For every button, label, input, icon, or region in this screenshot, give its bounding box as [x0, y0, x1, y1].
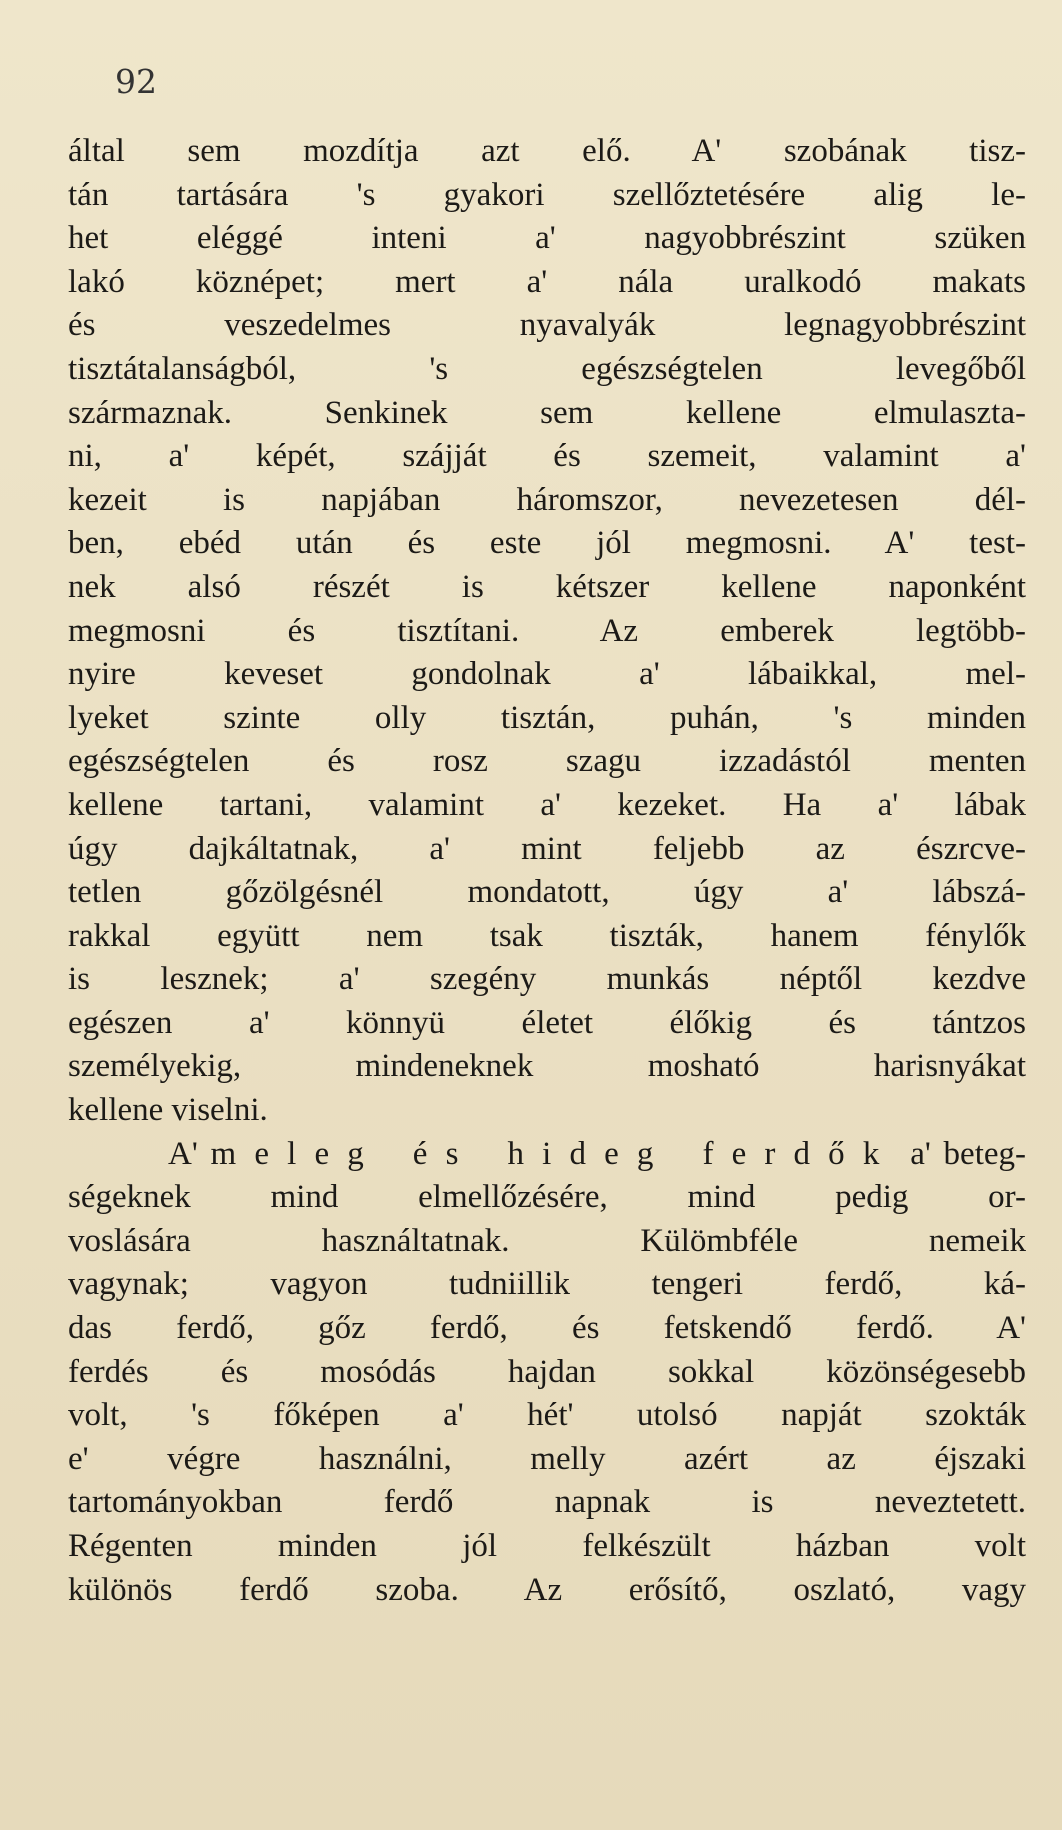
text-line: tisztátalanságból, 's egészségtelen levegőből: [68, 350, 1026, 387]
text-line: ni, a' képét, szájját és szemeit, valamint a': [68, 438, 1026, 475]
paragraph-2-first-line: [68, 1133, 1026, 1177]
text-line: tán tartására 's gyakori szellőztetésére alig le-: [68, 176, 1026, 213]
text-line: és veszedelmes nyavalyák legnagyobbrészint: [68, 307, 1026, 344]
text-line: vagynak; vagyon tudniillik tengeri ferdő, ká-: [68, 1266, 1026, 1303]
text-line: tetlen gőzölgésnél mondatott, úgy a' lábszá-: [68, 874, 1026, 911]
text-line: úgy dajkáltatnak, a' mint feljebb az észrcve-: [68, 830, 1026, 867]
text-line: tartományokban ferdő napnak is neveztetett.: [68, 1484, 1026, 1521]
paragraph-1: [68, 130, 1026, 1133]
text-line: het eléggé inteni a' nagyobbrészint szüken: [68, 220, 1026, 257]
body-text: [68, 130, 1026, 1612]
text-line: ségeknek mind elmellőzésére, mind pedig or-: [68, 1179, 1026, 1216]
text-line: rakkal együtt nem tsak tiszták, hanem fénylők: [68, 917, 1026, 954]
paragraph-2-suffix: a' beteg-: [910, 1135, 1027, 1172]
spaced-heading-phrase: meleg és hideg ferdők: [210, 1135, 898, 1172]
text-line: e' végre használni, melly azért az éjszaki: [68, 1440, 1026, 1477]
text-line: nyire keveset gondolnak a' lábaikkal, mel-: [68, 656, 1026, 693]
text-line: személyekig, mindeneknek mosható harisnyákat: [68, 1048, 1026, 1085]
text-line: különös ferdő szoba. Az erősítő, oszlató, vagy: [68, 1571, 1026, 1608]
text-line: das ferdő, gőz ferdő, és fetskendő ferdő. A': [68, 1310, 1026, 1347]
text-line: Régenten minden jól felkészült házban volt: [68, 1528, 1026, 1564]
text-line: egészen a' könnyü életet élőkig és tántzos: [68, 1004, 1026, 1041]
text-line: által sem mozdítja azt elő. A' szobának tisz-: [68, 133, 1026, 169]
text-line: egészségtelen és rosz szagu izzadástól menten: [68, 743, 1026, 780]
text-line: ben, ebéd után és este jól megmosni. A' test-: [68, 525, 1026, 562]
text-line: megmosni és tisztítani. Az emberek legtöbb-: [68, 612, 1026, 649]
text-line: kellene tartani, valamint a' kezeket. Ha a' lábak: [68, 786, 1026, 823]
text-line: származnak. Senkinek sem kellene elmulaszta-: [68, 394, 1026, 431]
paragraph-2-prefix: A': [168, 1135, 198, 1172]
text-line: voslására használtatnak. Külömbféle nemeik: [68, 1222, 1026, 1259]
text-line: is lesznek; a' szegény munkás néptől kezdve: [68, 961, 1026, 998]
text-line: lakó köznépet; mert a' nála uralkodó makats: [68, 263, 1026, 300]
text-line: nek alsó részét is kétszer kellene naponként: [68, 568, 1026, 605]
text-line: kezeit is napjában háromszor, nevezetesen dél-: [68, 481, 1026, 518]
text-line: kellene viselni.: [68, 1092, 268, 1129]
text-line: ferdés és mosódás hajdan sokkal közönségesebb: [68, 1353, 1026, 1390]
paragraph-2: [68, 1133, 1026, 1613]
text-line: volt, 's főképen a' hét' utolsó napját szokták: [68, 1397, 1026, 1434]
page-number: 92: [115, 62, 157, 101]
text-line: lyeket szinte olly tisztán, puhán, 's minden: [68, 699, 1026, 736]
